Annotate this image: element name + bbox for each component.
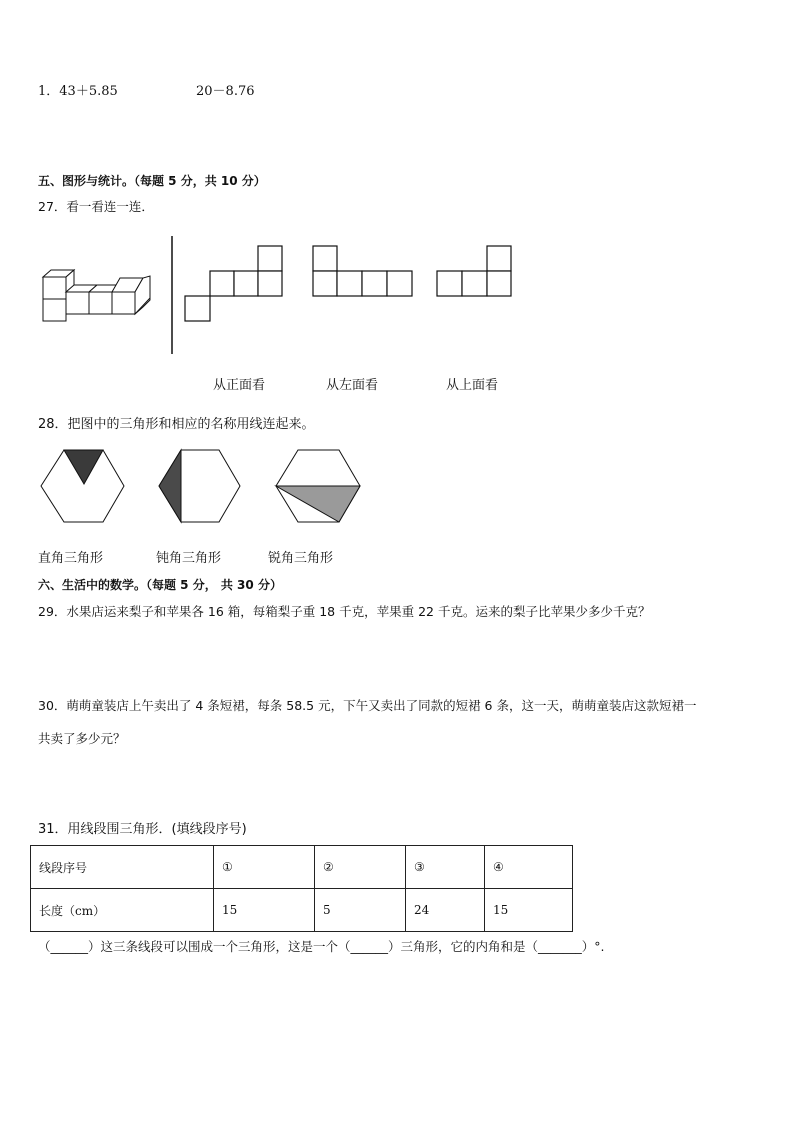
table-row bbox=[31, 889, 573, 932]
triangle-name-right: 直角三角形 bbox=[38, 551, 104, 566]
q31-fill-blank: （______）这三条线段可以围成一个三角形，这是一个（______）三角形，它的内角和是（_______）°. bbox=[38, 939, 605, 954]
q31-text: 31．用线段围三角形．(填线段序号) bbox=[38, 822, 247, 837]
table-cell: 24 bbox=[406, 889, 485, 932]
table-cell: 长度（cm） bbox=[31, 889, 214, 932]
q30-text-line2: 共卖了多少元？ bbox=[38, 731, 126, 746]
q27-text: 27．看一看连一连． bbox=[38, 199, 154, 214]
table-cell: 15 bbox=[485, 889, 573, 932]
triangle-name-acute: 锐角三角形 bbox=[268, 551, 334, 566]
q30-text-line1: 30．萌萌童装店上午卖出了 4 条短裙，每条 58.5 元，下午又卖出了同款的短裙 6 条，这一天，萌萌童装店这款短裙一 bbox=[38, 698, 697, 713]
view-label-front: 从正面看 bbox=[213, 378, 266, 393]
table-cell: ④ bbox=[485, 846, 573, 889]
q28-text: 28．把图中的三角形和相应的名称用线连起来。 bbox=[38, 417, 315, 432]
q29-text: 29．水果店运来梨子和苹果各 16 箱，每箱梨子重 18 千克，苹果重 22 千克。运来的梨子比苹果少多少千克？ bbox=[38, 604, 651, 619]
table-row bbox=[31, 846, 573, 889]
view-label-left: 从左面看 bbox=[326, 378, 379, 393]
calc-item-2: 20－8.76 bbox=[196, 84, 255, 99]
triangle-name-obtuse: 钝角三角形 bbox=[156, 551, 222, 566]
table-cell: ② bbox=[315, 846, 406, 889]
table-cell: 5 bbox=[315, 889, 406, 932]
segment-table bbox=[30, 845, 573, 932]
table-cell: ① bbox=[214, 846, 315, 889]
table-cell: 线段序号 bbox=[31, 846, 214, 889]
section-5-heading: 五、图形与统计。（每题 5 分，共 10 分） bbox=[38, 174, 266, 188]
table-cell: 15 bbox=[214, 889, 315, 932]
table-cell: ③ bbox=[406, 846, 485, 889]
calc-item-1: 1．43＋5.85 bbox=[38, 84, 118, 99]
view-label-top: 从上面看 bbox=[446, 378, 499, 393]
section-6-heading: 六、生活中的数学。（每题 5 分， 共 30 分） bbox=[38, 578, 282, 592]
